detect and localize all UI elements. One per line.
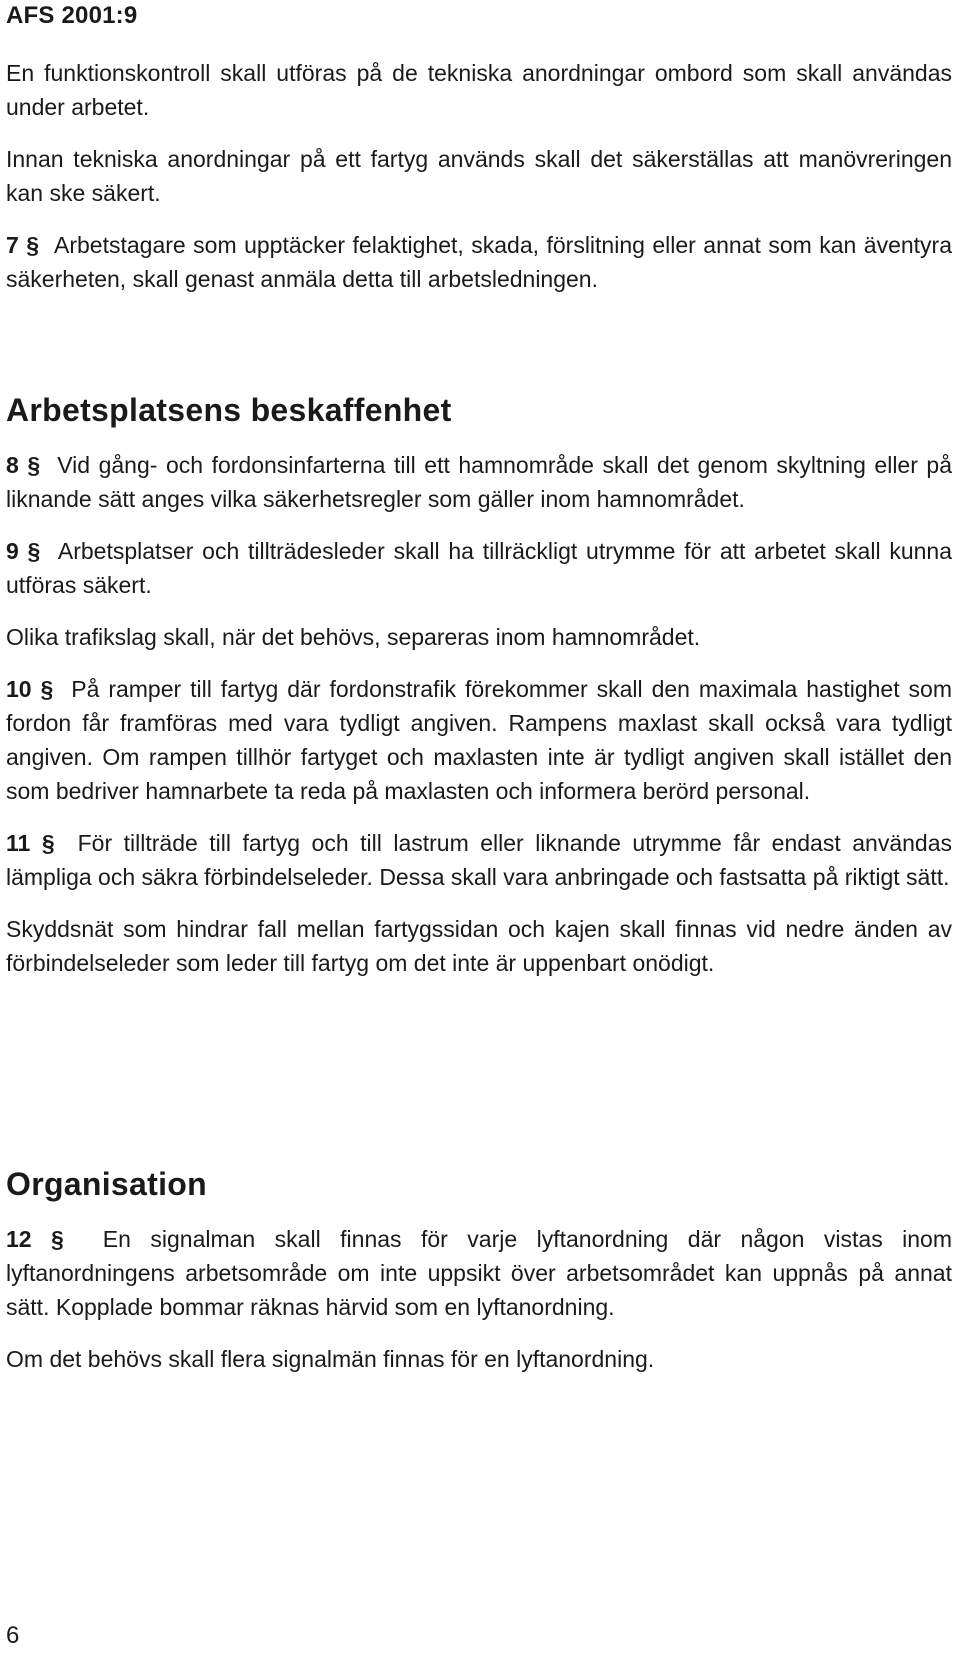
- section-text: Vid gång- och fordonsinfarterna till ett hamnområde skall det genom skyltning eller på liknande sätt anges vilka säkerhetsregler som gäller inom hamnområdet.: [6, 452, 953, 512]
- section-number: 10 §: [6, 676, 54, 702]
- opening-block: [6, 56, 952, 296]
- organisation-section: [6, 1164, 952, 1376]
- paragraph-safety-nets: Skyddsnät som hindrar fall mellan fartygssidan och kajen skall finnas vid nedre änden av förbindelseleder som leder till fartyg om det inte är uppenbart onödigt.: [6, 916, 952, 976]
- section-heading-workplace: Arbetsplatsens beskaffenhet: [6, 392, 452, 428]
- paragraph-multiple-signalmen: Om det behövs skall flera signalmän finnas för en lyftanordning.: [6, 1346, 655, 1372]
- section-number: 7 §: [6, 232, 40, 258]
- section-7: [6, 228, 952, 296]
- document-identifier: AFS 2001:9: [6, 2, 138, 29]
- section-text: Arbetsplatser och tillträdesleder skall ha tillräckligt utrymme för att arbetet skall kunna utföras säkert.: [6, 538, 952, 598]
- section-number: 8 §: [6, 452, 41, 478]
- section-10: [6, 672, 952, 808]
- section-9: [6, 534, 952, 602]
- page-number: 6: [6, 1622, 20, 1649]
- section-text: På ramper till fartyg där fordonstrafik förekommer skall den maximala hastighet som fordon får framföras med vara tydligt angiven. Rampens maxlast skall också vara tydligt angiven. Om rampen tillhör fartyget och maxlasten inte är tydligt angiven skall istället den som bedriver hamnarbete ta reda på maxlasten och informera berörd personal.: [6, 676, 953, 804]
- paragraph-maneuvering: Innan tekniska anordningar på ett fartyg används skall det säkerställas att manövreringen kan ske säkert.: [6, 146, 952, 206]
- paragraph-function-check: En funktionskontroll skall utföras på de tekniska anordningar ombord som skall användas under arbetet.: [6, 60, 952, 120]
- section-number: 9 §: [6, 538, 41, 564]
- section-number: 12 §: [6, 1226, 64, 1252]
- section-12: [6, 1222, 952, 1324]
- section-text: Arbetstagare som upptäcker felaktighet, skada, förslitning eller annat som kan äventyra säkerheten, skall genast anmäla detta till arbetsledningen.: [6, 232, 952, 292]
- section-text: En signalman skall finnas för varje lyftanordning där någon vistas inom lyftanordningens arbetsområde om inte uppsikt över arbetsområdet kan uppnås på annat sätt. Kopplade bommar räknas härvid som en lyftanordning.: [6, 1226, 953, 1320]
- paragraph-traffic-separation: Olika trafikslag skall, när det behövs, separeras inom hamnområdet.: [6, 624, 701, 650]
- section-11: [6, 826, 952, 894]
- workplace-section: [6, 390, 952, 980]
- section-8: [6, 448, 952, 516]
- section-number: 11 §: [6, 830, 55, 856]
- section-text: För tillträde till fartyg och till lastrum eller liknande utrymme får endast användas lämpliga och säkra förbindelseleder. Dessa skall vara anbringade och fastsatta på riktigt sätt.: [6, 830, 952, 890]
- section-heading-organisation: Organisation: [6, 1166, 207, 1202]
